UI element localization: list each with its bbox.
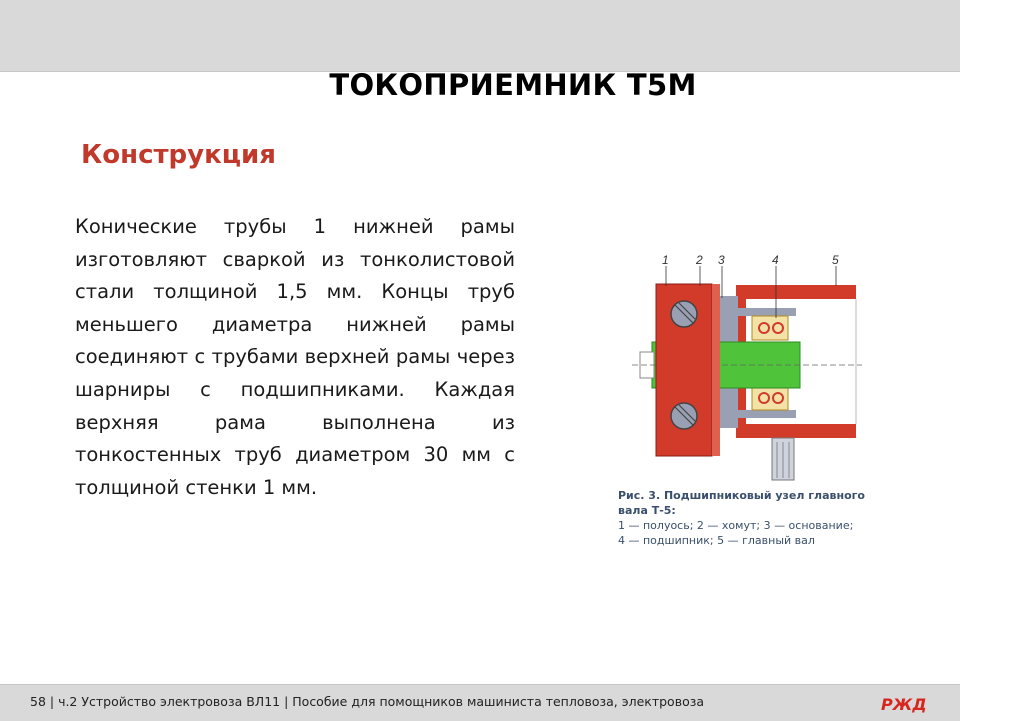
part-label-2: 2	[696, 253, 703, 267]
header-band	[0, 0, 960, 72]
footer-text-block	[30, 694, 704, 709]
main-shaft-bottom	[736, 424, 856, 438]
caption-title: Рис. 3. Подшипниковый узел главного вала Т-5:	[618, 489, 865, 517]
bearing-figure	[612, 252, 888, 557]
figure-caption	[618, 488, 888, 548]
part-label-4: 4	[772, 253, 779, 267]
caption-line-1: 1 — полуось; 2 — хомут; 3 — основание;	[618, 519, 854, 532]
bearing-drawing	[612, 252, 888, 488]
part-label-3: 3	[718, 253, 725, 267]
base-housing-top	[738, 308, 796, 316]
footer-caption: | ч.2 Устройство электровоза ВЛ11 | Пособие для помощников машиниста тепловоза, электровоза	[49, 694, 705, 709]
clamp-edge	[712, 284, 720, 456]
base-housing-bottom	[738, 410, 796, 418]
slide-title: ТОКОПРИЕМНИК Т5М	[329, 68, 697, 102]
main-shaft-top	[736, 285, 856, 299]
footer-bar	[0, 684, 960, 721]
body-paragraph: Конические трубы 1 нижней рамы изготовляют сваркой из тонколистовой стали толщиной 1,5 мм. Концы труб меньшего диаметра нижней рамы соединяют с трубами верхней рамы через шарниры с подшипниками. Каждая верхняя рама выполнена из тонкостенных труб диаметром 30 мм с толщиной стенки 1 мм.	[75, 215, 515, 499]
rzd-logo-icon	[880, 694, 927, 714]
page-number: 58	[30, 694, 46, 709]
part-label-1: 1	[662, 253, 669, 267]
logo-text: РЖД	[881, 695, 927, 714]
caption-line-2: 4 — подшипник; 5 — главный вал	[618, 534, 815, 547]
part-label-5: 5	[832, 253, 839, 267]
section-subtitle: Конструкция	[81, 140, 276, 170]
